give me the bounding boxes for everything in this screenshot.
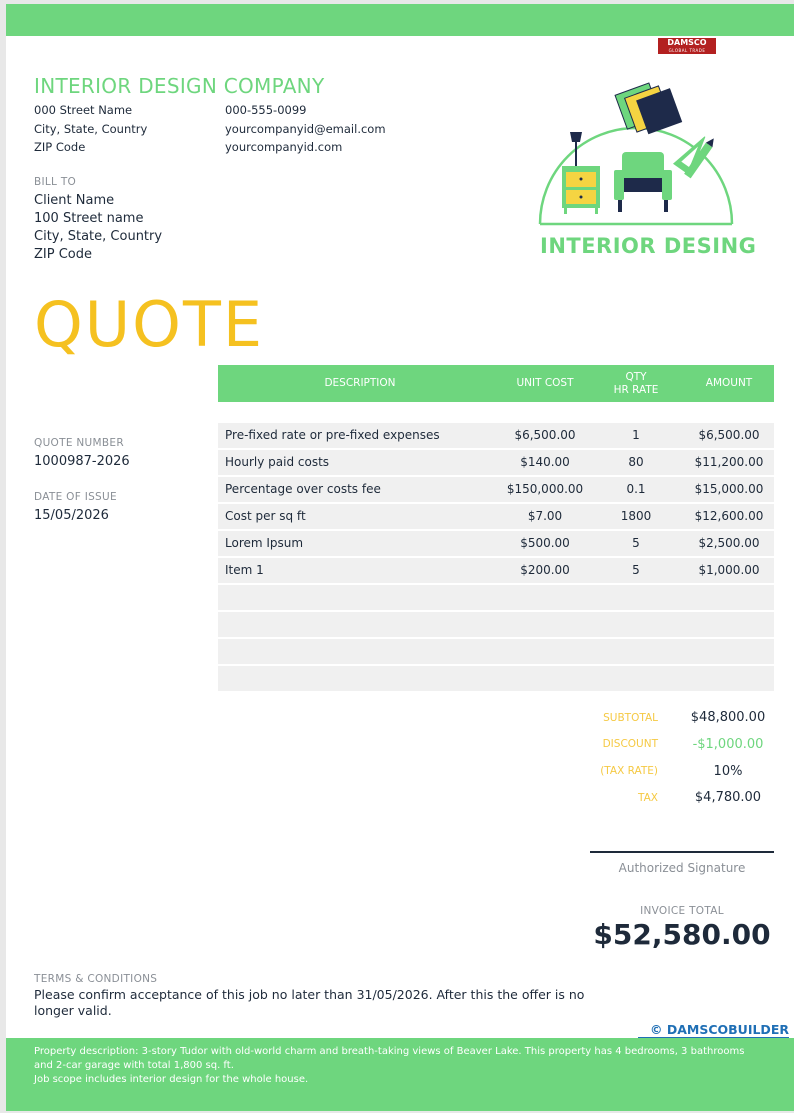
table-row bbox=[218, 423, 774, 448]
row-description: Item 1 bbox=[225, 563, 264, 578]
logo-text: INTERIOR DESING bbox=[540, 234, 757, 258]
row-description: Hourly paid costs bbox=[225, 455, 330, 470]
header-description: DESCRIPTION bbox=[324, 377, 396, 389]
page-title: QUOTE bbox=[34, 288, 265, 361]
table-row bbox=[218, 666, 774, 691]
footer-bar bbox=[6, 1038, 794, 1111]
client-name: Client Name bbox=[34, 193, 115, 208]
top-bar bbox=[6, 4, 794, 36]
row-unit-cost: $500.00 bbox=[520, 536, 570, 551]
row-qty: 0.1 bbox=[626, 482, 646, 497]
invoice-total-value: $52,580.00 bbox=[593, 918, 771, 951]
row-description bbox=[225, 666, 495, 691]
client-city: City, State, Country bbox=[34, 229, 163, 244]
row-unit-cost: $6,500.00 bbox=[514, 428, 576, 443]
row-amount: $11,200.00 bbox=[694, 455, 764, 470]
table-header bbox=[218, 365, 774, 402]
line-items-table bbox=[218, 423, 774, 693]
company-phone: 000-555-0099 bbox=[225, 103, 307, 117]
row-qty: 1800 bbox=[620, 509, 652, 524]
damsco-badge bbox=[658, 38, 716, 54]
row-qty: 80 bbox=[628, 455, 644, 470]
discount-value: -$1,000.00 bbox=[692, 737, 764, 752]
quote-number-label: QUOTE NUMBER bbox=[34, 437, 124, 449]
company-name: INTERIOR DESIGN COMPANY bbox=[34, 74, 325, 98]
client-zip: ZIP Code bbox=[34, 247, 92, 262]
footer-job-scope: Job scope includes interior design for the whole house. bbox=[34, 1074, 309, 1085]
tax-value: $4,780.00 bbox=[694, 790, 762, 805]
table-row bbox=[218, 450, 774, 475]
tax-rate-value: 10% bbox=[713, 764, 743, 779]
row-qty bbox=[588, 612, 684, 637]
date-of-issue: 15/05/2026 bbox=[34, 508, 109, 523]
client-street: 100 Street name bbox=[34, 211, 144, 226]
company-address bbox=[34, 101, 147, 157]
company-website: yourcompanyid.com bbox=[225, 140, 343, 154]
table-row bbox=[218, 558, 774, 583]
company-street: 000 Street Name bbox=[34, 103, 133, 117]
table-row bbox=[218, 477, 774, 502]
table-row bbox=[218, 585, 774, 610]
subtotal-label: SUBTOTAL bbox=[603, 712, 658, 724]
row-qty bbox=[588, 585, 684, 610]
row-qty bbox=[588, 639, 684, 664]
invoice-total-label: INVOICE TOTAL bbox=[640, 905, 724, 917]
row-amount: $1,000.00 bbox=[698, 563, 760, 578]
row-qty bbox=[588, 666, 684, 691]
row-qty: 5 bbox=[632, 563, 640, 578]
row-description bbox=[225, 585, 495, 610]
badge-line1: DAMSCO bbox=[667, 38, 707, 47]
tax-rate-label: (TAX RATE) bbox=[600, 765, 658, 777]
row-qty: 1 bbox=[632, 428, 640, 443]
company-contact bbox=[225, 101, 386, 157]
row-unit-cost bbox=[502, 639, 588, 664]
header-qty-line1: QTY bbox=[625, 370, 647, 383]
header-amount: AMOUNT bbox=[705, 377, 753, 389]
row-unit-cost: $200.00 bbox=[520, 563, 570, 578]
row-unit-cost bbox=[502, 666, 588, 691]
row-unit-cost bbox=[502, 585, 588, 610]
row-amount bbox=[684, 666, 774, 691]
row-description: Lorem Ipsum bbox=[225, 536, 304, 551]
row-description: Pre-fixed rate or pre-fixed expenses bbox=[225, 428, 440, 443]
row-amount: $12,600.00 bbox=[694, 509, 764, 524]
company-email: yourcompanyid@email.com bbox=[225, 121, 386, 136]
table-row bbox=[218, 639, 774, 664]
row-amount: $15,000.00 bbox=[694, 482, 764, 497]
row-amount bbox=[684, 612, 774, 637]
row-unit-cost: $140.00 bbox=[520, 455, 570, 470]
company-city: City, State, Country bbox=[34, 121, 148, 136]
row-unit-cost: $150,000.00 bbox=[506, 482, 584, 497]
row-amount: $6,500.00 bbox=[698, 428, 760, 443]
row-amount: $2,500.00 bbox=[698, 536, 760, 551]
bill-to-block bbox=[34, 192, 162, 264]
table-row bbox=[218, 612, 774, 637]
row-description: Cost per sq ft bbox=[225, 509, 306, 524]
terms-text: Please confirm acceptance of this job no later than 31/05/2026. After this the offer is no longer valid. bbox=[34, 987, 585, 1018]
row-unit-cost bbox=[502, 612, 588, 637]
company-zip: ZIP Code bbox=[34, 140, 86, 154]
row-qty: 5 bbox=[632, 536, 640, 551]
quote-page bbox=[6, 4, 794, 1111]
row-description: Percentage over costs fee bbox=[225, 482, 381, 497]
quote-number: 1000987-2026 bbox=[34, 454, 130, 469]
terms-label: TERMS & CONDITIONS bbox=[34, 973, 158, 985]
row-description bbox=[225, 612, 495, 637]
row-description bbox=[225, 639, 495, 664]
header-qty-line2: HR RATE bbox=[613, 383, 659, 396]
footer-property-description: Property description: 3-story Tudor with old-world charm and breath-taking views of Beaver Lake. This property has 4 bedrooms, 3 bathrooms and 2-car garage with total 1,800 sq. ft. bbox=[34, 1046, 745, 1071]
bill-to-label: BILL TO bbox=[34, 176, 77, 188]
tax-label: TAX bbox=[638, 792, 658, 804]
signature-line bbox=[590, 851, 774, 853]
date-of-issue-label: DATE OF ISSUE bbox=[34, 491, 117, 503]
damscobuilder-link[interactable]: © DAMSCOBUILDER bbox=[638, 1022, 789, 1038]
table-row bbox=[218, 531, 774, 556]
table-row bbox=[218, 504, 774, 529]
discount-label: DISCOUNT bbox=[602, 738, 658, 750]
row-amount bbox=[684, 639, 774, 664]
subtotal-value: $48,800.00 bbox=[690, 710, 766, 725]
signature-label: Authorized Signature bbox=[618, 861, 746, 875]
badge-line2: GLOBAL TRADE bbox=[668, 48, 706, 53]
header-unit-cost: UNIT COST bbox=[516, 377, 574, 389]
row-unit-cost: $7.00 bbox=[527, 509, 563, 524]
row-amount bbox=[684, 585, 774, 610]
header-qty bbox=[588, 365, 684, 402]
